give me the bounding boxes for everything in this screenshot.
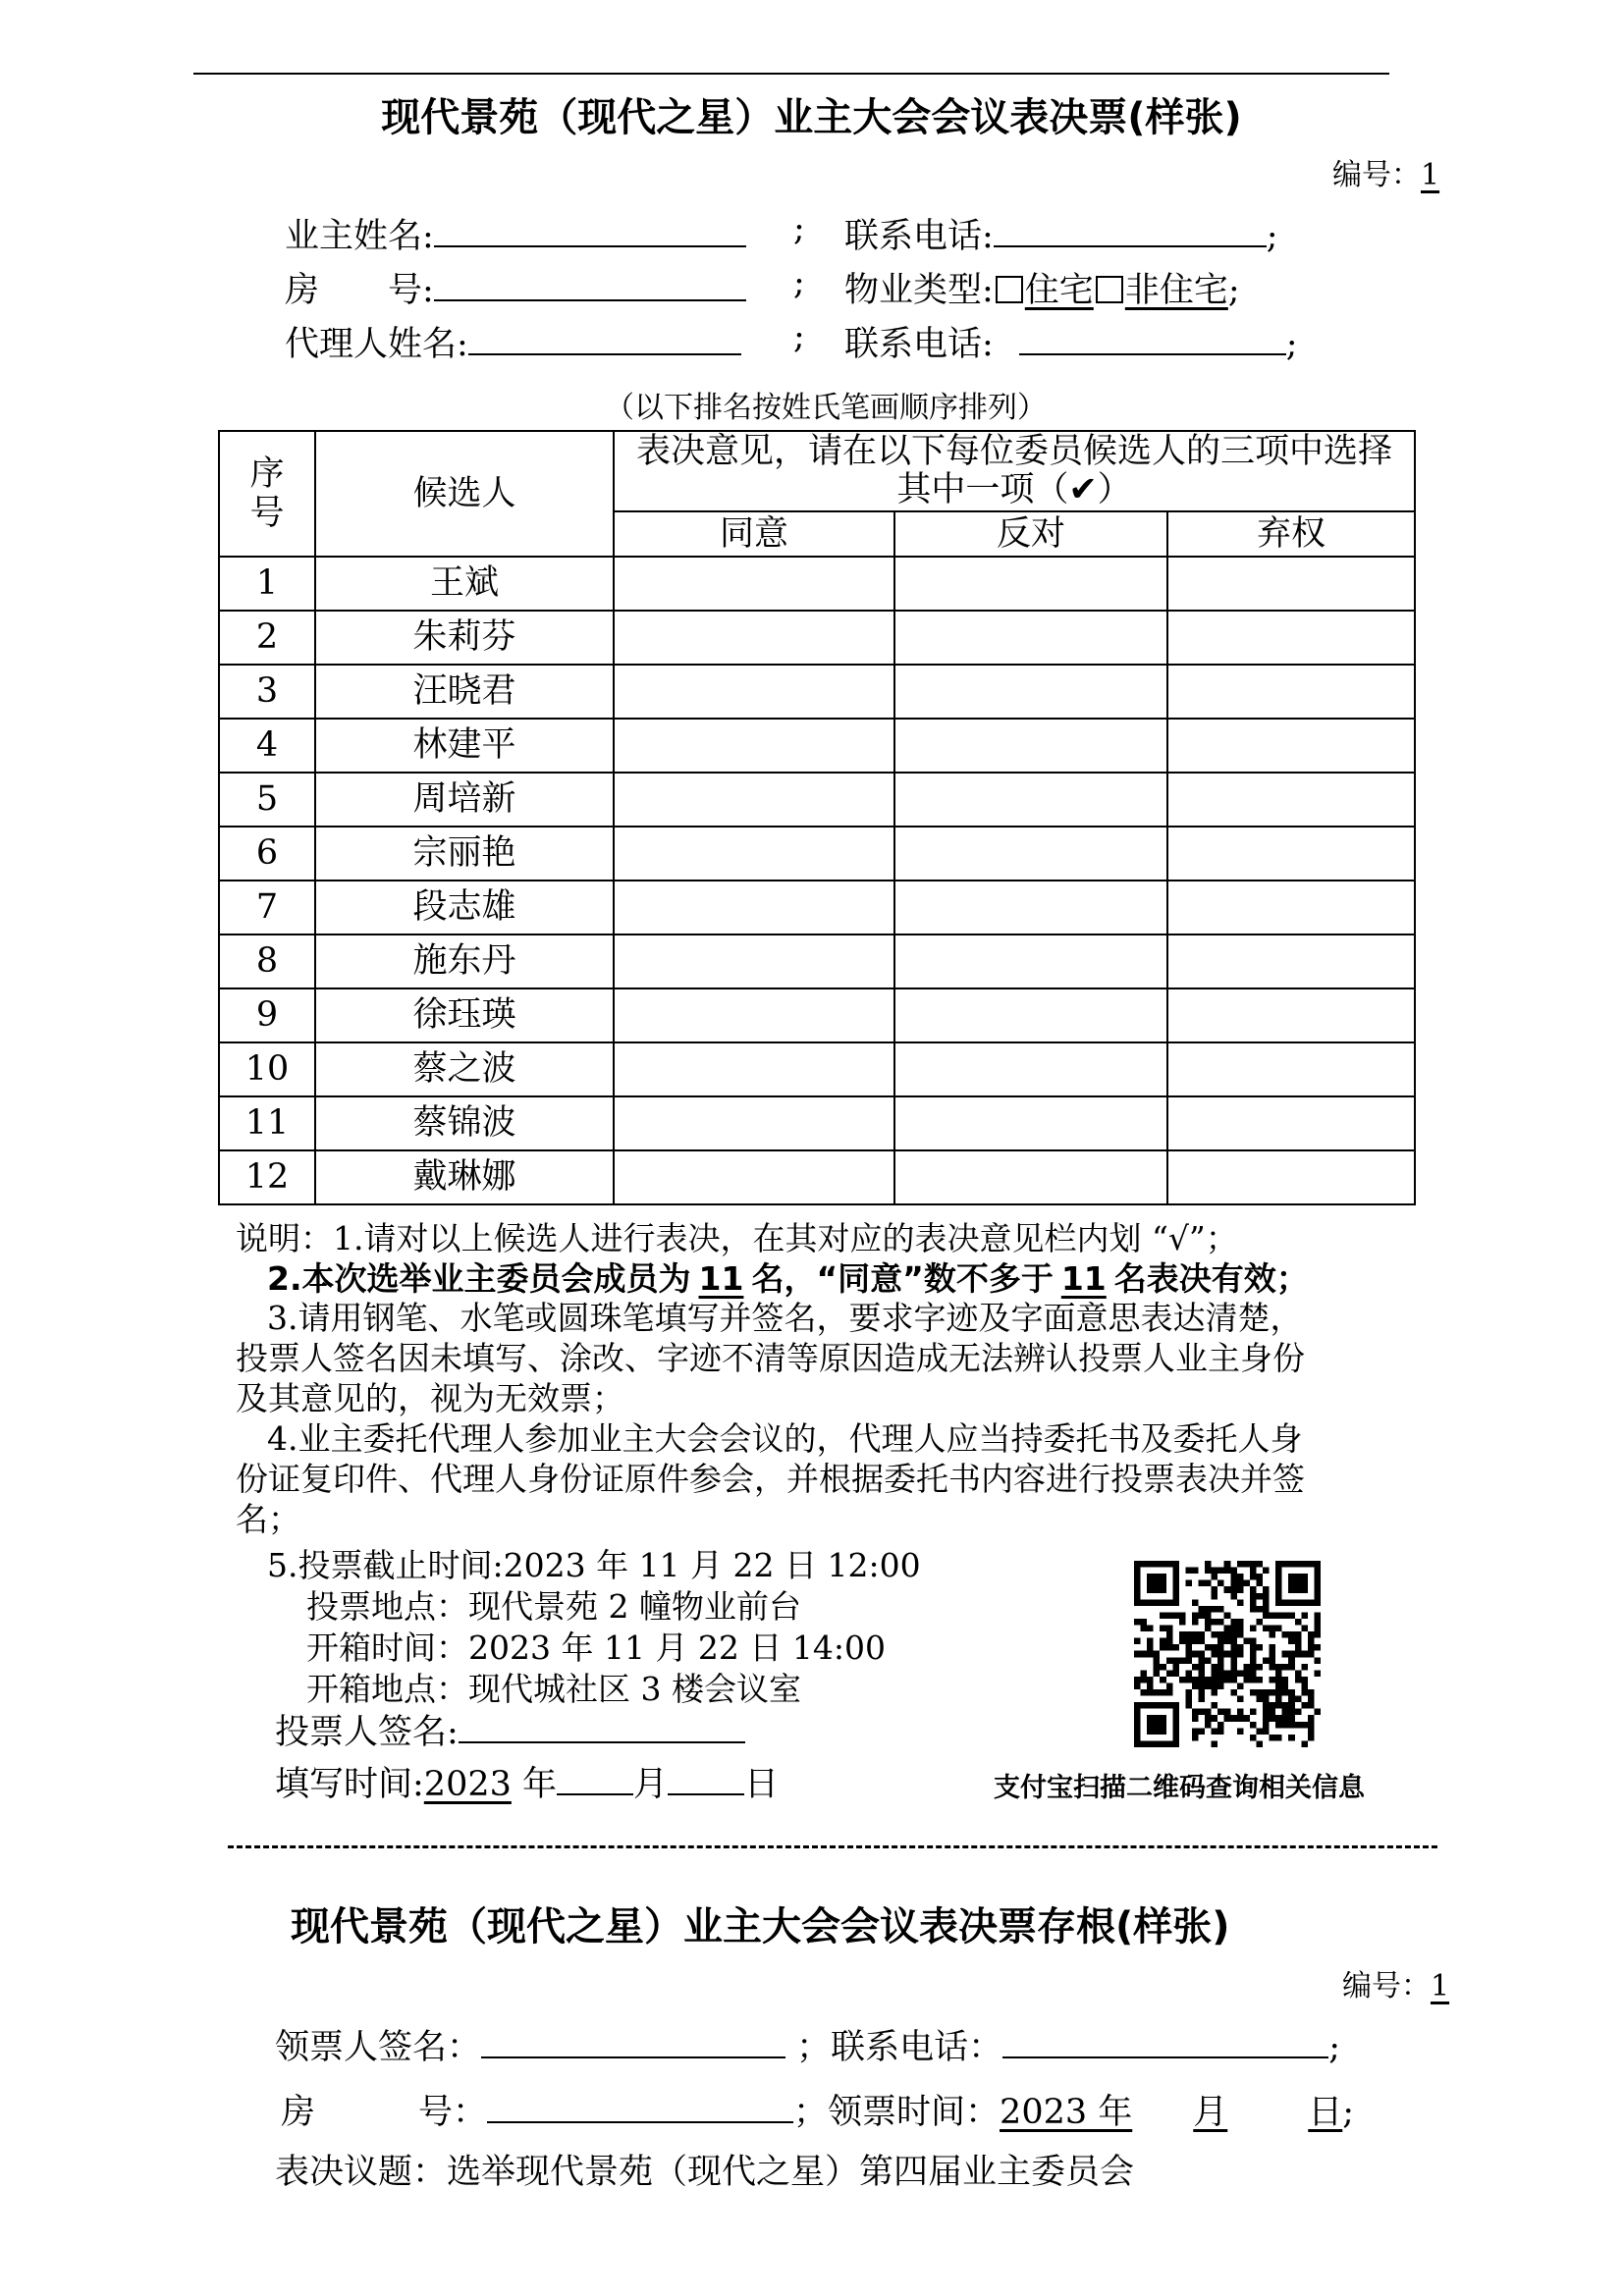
- note-5-line-2: 投票地点：现代景苑 2 幢物业前台: [306, 1587, 801, 1626]
- table-row: [219, 988, 1415, 1042]
- row-index: 10: [219, 1042, 315, 1096]
- header-index: 序号: [219, 431, 315, 557]
- qr-code[interactable]: [1134, 1561, 1321, 1747]
- sep-1: ;: [793, 209, 805, 248]
- abstain-cell[interactable]: [1167, 1042, 1415, 1096]
- table-row: [219, 1096, 1415, 1150]
- header-opinion: 表决意见，请在以下每位委员候选人的三项中选择其中一项（✔）: [614, 431, 1415, 511]
- top-rule: [193, 73, 1389, 75]
- stub-number: 编号：1: [1342, 1969, 1450, 2003]
- agent-phone-line: 联系电话: ;: [844, 325, 1298, 364]
- candidate-name: 周培新: [315, 773, 614, 827]
- agree-cell[interactable]: [614, 881, 894, 934]
- oppose-cell[interactable]: [894, 773, 1167, 827]
- stub-room-field[interactable]: [487, 2092, 793, 2123]
- candidate-name: 王斌: [315, 557, 614, 611]
- sep-3: ;: [793, 317, 805, 356]
- abstain-cell[interactable]: [1167, 881, 1415, 934]
- abstain-cell[interactable]: [1167, 1150, 1415, 1204]
- candidate-name: 朱莉芬: [315, 611, 614, 665]
- agree-cell[interactable]: [614, 934, 894, 988]
- abstain-cell[interactable]: [1167, 557, 1415, 611]
- agree-cell[interactable]: [614, 719, 894, 773]
- room-line: 房 号:: [285, 263, 746, 312]
- agent-phone-field[interactable]: [1019, 324, 1286, 355]
- agree-cell[interactable]: [614, 1150, 894, 1204]
- note-5-line-3: 开箱时间：2023 年 11 月 22 日 14:00: [306, 1629, 887, 1667]
- agree-cell[interactable]: [614, 557, 894, 611]
- oppose-cell[interactable]: [894, 665, 1167, 719]
- candidate-name: 林建平: [315, 719, 614, 773]
- abstain-cell[interactable]: [1167, 988, 1415, 1042]
- oppose-cell[interactable]: [894, 988, 1167, 1042]
- voter-signature-field[interactable]: [459, 1712, 745, 1743]
- ballot-title: 现代景苑（现代之星）业主大会会议表决票(样张): [381, 95, 1242, 140]
- note-3-line-3: 及其意见的，视为无效票；: [236, 1379, 624, 1417]
- candidate-name: 段志雄: [315, 881, 614, 934]
- agree-cell[interactable]: [614, 988, 894, 1042]
- stub-receiver-line: 领票人签名： ；联系电话： ;: [275, 2028, 1340, 2067]
- owner-name-field[interactable]: [434, 216, 746, 247]
- oppose-cell[interactable]: [894, 557, 1167, 611]
- order-note: （以下排名按姓氏笔画顺序排列）: [605, 391, 1047, 425]
- table-row: [219, 881, 1415, 934]
- phone-field[interactable]: [994, 216, 1267, 247]
- row-index: 4: [219, 719, 315, 773]
- candidate-name: 宗丽艳: [315, 827, 614, 881]
- abstain-cell[interactable]: [1167, 665, 1415, 719]
- candidate-name: 汪晓君: [315, 665, 614, 719]
- residential-checkbox[interactable]: [996, 276, 1023, 303]
- stub-phone-field[interactable]: [1002, 2027, 1328, 2058]
- note-1: 说明：1.请对以上候选人进行表决，在其对应的表决意见栏内划 “√”；: [236, 1219, 1238, 1257]
- agree-cell[interactable]: [614, 665, 894, 719]
- abstain-cell[interactable]: [1167, 1096, 1415, 1150]
- abstain-cell[interactable]: [1167, 719, 1415, 773]
- candidate-name: 徐珏瑛: [315, 988, 614, 1042]
- oppose-cell[interactable]: [894, 1150, 1167, 1204]
- table-row: [219, 665, 1415, 719]
- row-index: 8: [219, 934, 315, 988]
- table-row: [219, 1042, 1415, 1096]
- abstain-cell[interactable]: [1167, 827, 1415, 881]
- owner-name-line: 业主姓名:: [285, 209, 746, 258]
- note-3-line-2: 投票人签名因未填写、涂改、字迹不清等原因造成无法辨认投票人业主身份: [236, 1339, 1305, 1377]
- table-row: [219, 934, 1415, 988]
- oppose-cell[interactable]: [894, 934, 1167, 988]
- abstain-cell[interactable]: [1167, 773, 1415, 827]
- agree-cell[interactable]: [614, 611, 894, 665]
- candidate-name: 蔡锦波: [315, 1096, 614, 1150]
- candidate-name: 施东丹: [315, 934, 614, 988]
- agree-cell[interactable]: [614, 827, 894, 881]
- oppose-cell[interactable]: [894, 881, 1167, 934]
- room-field[interactable]: [434, 270, 746, 301]
- agree-cell[interactable]: [614, 773, 894, 827]
- stub-room-line: 房 号： ；领票时间：2023 年 月 日;: [281, 2093, 1355, 2132]
- note-5-line-4: 开箱地点：现代城社区 3 楼会议室: [306, 1670, 801, 1708]
- note-2: 2.本次选举业主委员会成员为 11 名，“同意”数不多于 11 名表决有效；: [267, 1259, 1309, 1298]
- row-index: 2: [219, 611, 315, 665]
- agree-cell[interactable]: [614, 1096, 894, 1150]
- row-index: 6: [219, 827, 315, 881]
- sep-2: ;: [793, 263, 805, 302]
- ballot-number: 编号：1: [1332, 158, 1440, 192]
- abstain-cell[interactable]: [1167, 934, 1415, 988]
- fill-month-field[interactable]: [557, 1764, 633, 1795]
- header-agree: 同意: [614, 511, 894, 557]
- table-row: [219, 827, 1415, 881]
- candidate-name: 蔡之波: [315, 1042, 614, 1096]
- row-index: 12: [219, 1150, 315, 1204]
- table-row: [219, 557, 1415, 611]
- cut-line: [228, 1845, 1437, 1848]
- table-row: [219, 719, 1415, 773]
- property-type-line: 物业类型: 住宅 非住宅;: [844, 271, 1240, 310]
- table-row: [219, 773, 1415, 827]
- note-4-line-1: 4.业主委托代理人参加业主大会会议的，代理人应当持委托书及委托人身: [267, 1419, 1303, 1458]
- agent-name-field[interactable]: [468, 324, 741, 355]
- row-index: 1: [219, 557, 315, 611]
- row-index: 7: [219, 881, 315, 934]
- stub-topic: 表决议题：选举现代景苑（现代之星）第四届业主委员会: [275, 2153, 1135, 2192]
- fill-time-line: 填写时间:2023 年 月 日: [275, 1765, 780, 1804]
- stub-title: 现代景苑（现代之星）业主大会会议表决票存根(样张): [291, 1904, 1230, 1949]
- vote-table: [218, 430, 1416, 1205]
- stub-receiver-field[interactable]: [481, 2027, 785, 2058]
- note-4-line-3: 名；: [236, 1500, 300, 1538]
- oppose-cell[interactable]: [894, 827, 1167, 881]
- qr-caption: 支付宝扫描二维码查询相关信息: [994, 1773, 1365, 1803]
- row-index: 5: [219, 773, 315, 827]
- non-residential-checkbox[interactable]: [1096, 276, 1123, 303]
- row-index: 11: [219, 1096, 315, 1150]
- voter-signature-line: 投票人签名:: [275, 1705, 745, 1754]
- abstain-cell[interactable]: [1167, 611, 1415, 665]
- header-oppose: 反对: [894, 511, 1167, 557]
- agent-name-line: 代理人姓名:: [285, 317, 741, 366]
- table-row: [219, 611, 1415, 665]
- table-row: [219, 1150, 1415, 1204]
- oppose-cell[interactable]: [894, 1096, 1167, 1150]
- note-5-line-1: 5.投票截止时间:2023 年 11 月 22 日 12:00: [267, 1546, 921, 1584]
- row-index: 3: [219, 665, 315, 719]
- candidate-name: 戴琳娜: [315, 1150, 614, 1204]
- phone-line: 联系电话: ;: [844, 217, 1278, 256]
- agree-cell[interactable]: [614, 1042, 894, 1096]
- oppose-cell[interactable]: [894, 611, 1167, 665]
- note-3-line-1: 3.请用钢笔、水笔或圆珠笔填写并签名，要求字迹及字面意思表达清楚，: [267, 1299, 1303, 1337]
- header-candidate: 候选人: [315, 431, 614, 557]
- row-index: 9: [219, 988, 315, 1042]
- oppose-cell[interactable]: [894, 719, 1167, 773]
- note-4-line-2: 份证复印件、代理人身份证原件参会，并根据委托书内容进行投票表决并签: [236, 1460, 1305, 1498]
- oppose-cell[interactable]: [894, 1042, 1167, 1096]
- header-abstain: 弃权: [1167, 511, 1415, 557]
- fill-day-field[interactable]: [668, 1764, 744, 1795]
